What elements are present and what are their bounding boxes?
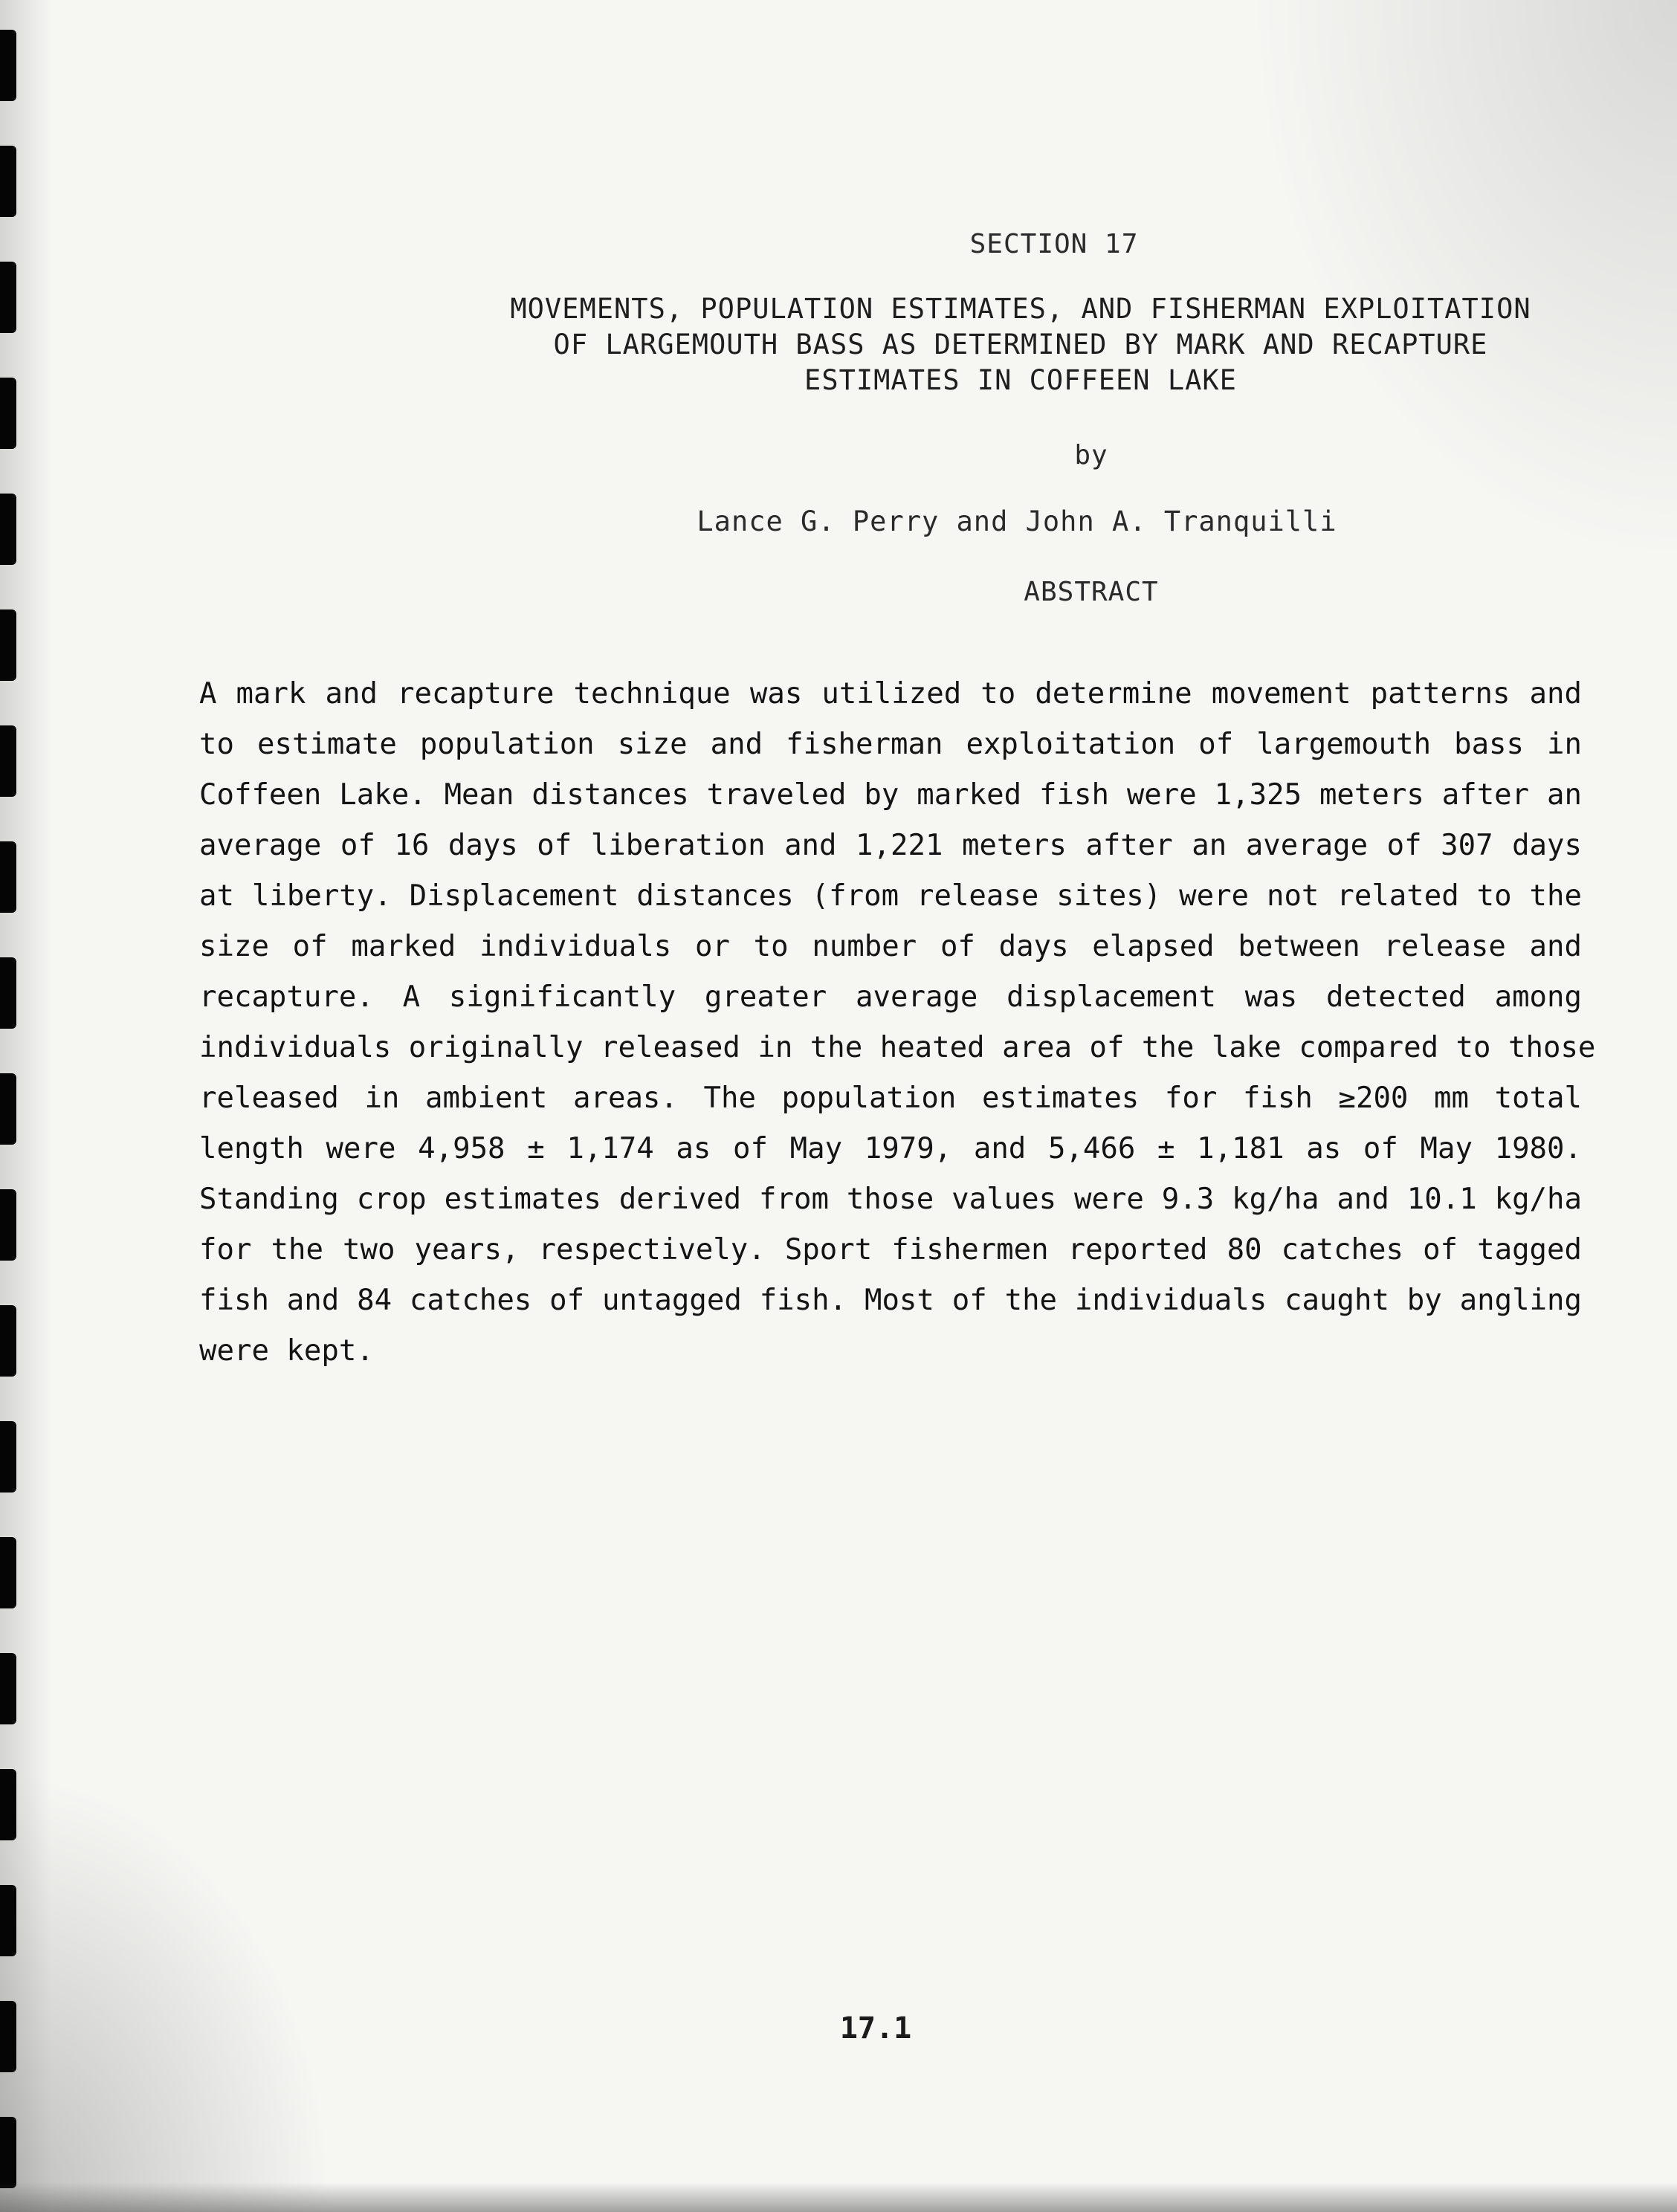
- binding-hole: [0, 1885, 16, 1956]
- abstract-heading: ABSTRACT: [1024, 577, 1159, 607]
- binding-hole: [0, 1189, 16, 1261]
- binding-hole: [0, 1653, 16, 1724]
- abstract-line: Coffeen Lake. Mean distances traveled by marked fish were 1,325 meters after an: [199, 778, 1582, 812]
- abstract-line: released in ambient areas. The population estimates for fish ≥200 mm total: [199, 1081, 1582, 1115]
- binding-hole: [0, 609, 16, 681]
- by-label: by: [1074, 440, 1108, 470]
- binding-hole: [0, 1305, 16, 1377]
- abstract-line: to estimate population size and fisherman exploitation of largemouth bass in: [199, 728, 1582, 761]
- abstract-line: recapture. A significantly greater average displacement was detected among: [199, 980, 1582, 1014]
- title-line: ESTIMATES IN COFFEEN LAKE: [804, 364, 1237, 396]
- binding-hole: [0, 2001, 16, 2072]
- abstract-line: A mark and recapture technique was utilized to determine movement patterns and: [199, 677, 1582, 711]
- binding-holes: [0, 0, 16, 2212]
- scan-edge-shadow: [0, 2182, 1677, 2212]
- abstract-line: were kept.: [199, 1334, 374, 1368]
- abstract-line: Standing crop estimates derived from those values were 9.3 kg/ha and 10.1 kg/ha: [199, 1183, 1582, 1216]
- binding-hole: [0, 262, 16, 333]
- binding-hole: [0, 1769, 16, 1840]
- binding-hole: [0, 146, 16, 217]
- binding-hole: [0, 2117, 16, 2188]
- abstract-line: fish and 84 catches of untagged fish. Most of the individuals caught by angling: [199, 1284, 1582, 1317]
- page-number: 17.1: [839, 2011, 912, 2046]
- abstract-line: average of 16 days of liberation and 1,221 meters after an average of 307 days: [199, 829, 1582, 862]
- binding-hole: [0, 30, 16, 101]
- binding-hole: [0, 1073, 16, 1145]
- abstract-line: length were 4,958 ± 1,174 as of May 1979, and 5,466 ± 1,181 as of May 1980.: [199, 1132, 1582, 1165]
- binding-hole: [0, 1537, 16, 1608]
- binding-hole: [0, 494, 16, 565]
- abstract-body: [199, 669, 1596, 1377]
- binding-hole: [0, 957, 16, 1029]
- binding-hole: [0, 725, 16, 797]
- authors: Lance G. Perry and John A. Tranquilli: [697, 505, 1337, 537]
- abstract-line: size of marked individuals or to number of days elapsed between release and: [199, 930, 1582, 963]
- binding-hole: [0, 841, 16, 913]
- abstract-line: individuals originally released in the heated area of the lake compared to those: [199, 1031, 1596, 1064]
- title-line: MOVEMENTS, POPULATION ESTIMATES, AND FISHERMAN EXPLOITATION: [510, 293, 1531, 325]
- binding-hole: [0, 378, 16, 449]
- section-label: SECTION 17: [969, 229, 1139, 259]
- abstract-line: for the two years, respectively. Sport fishermen reported 80 catches of tagged: [199, 1233, 1582, 1267]
- binding-hole: [0, 1421, 16, 1493]
- title-line: OF LARGEMOUTH BASS AS DETERMINED BY MARK AND RECAPTURE: [553, 329, 1488, 360]
- document-title: [182, 291, 1677, 398]
- abstract-line: at liberty. Displacement distances (from release sites) were not related to the: [199, 879, 1582, 913]
